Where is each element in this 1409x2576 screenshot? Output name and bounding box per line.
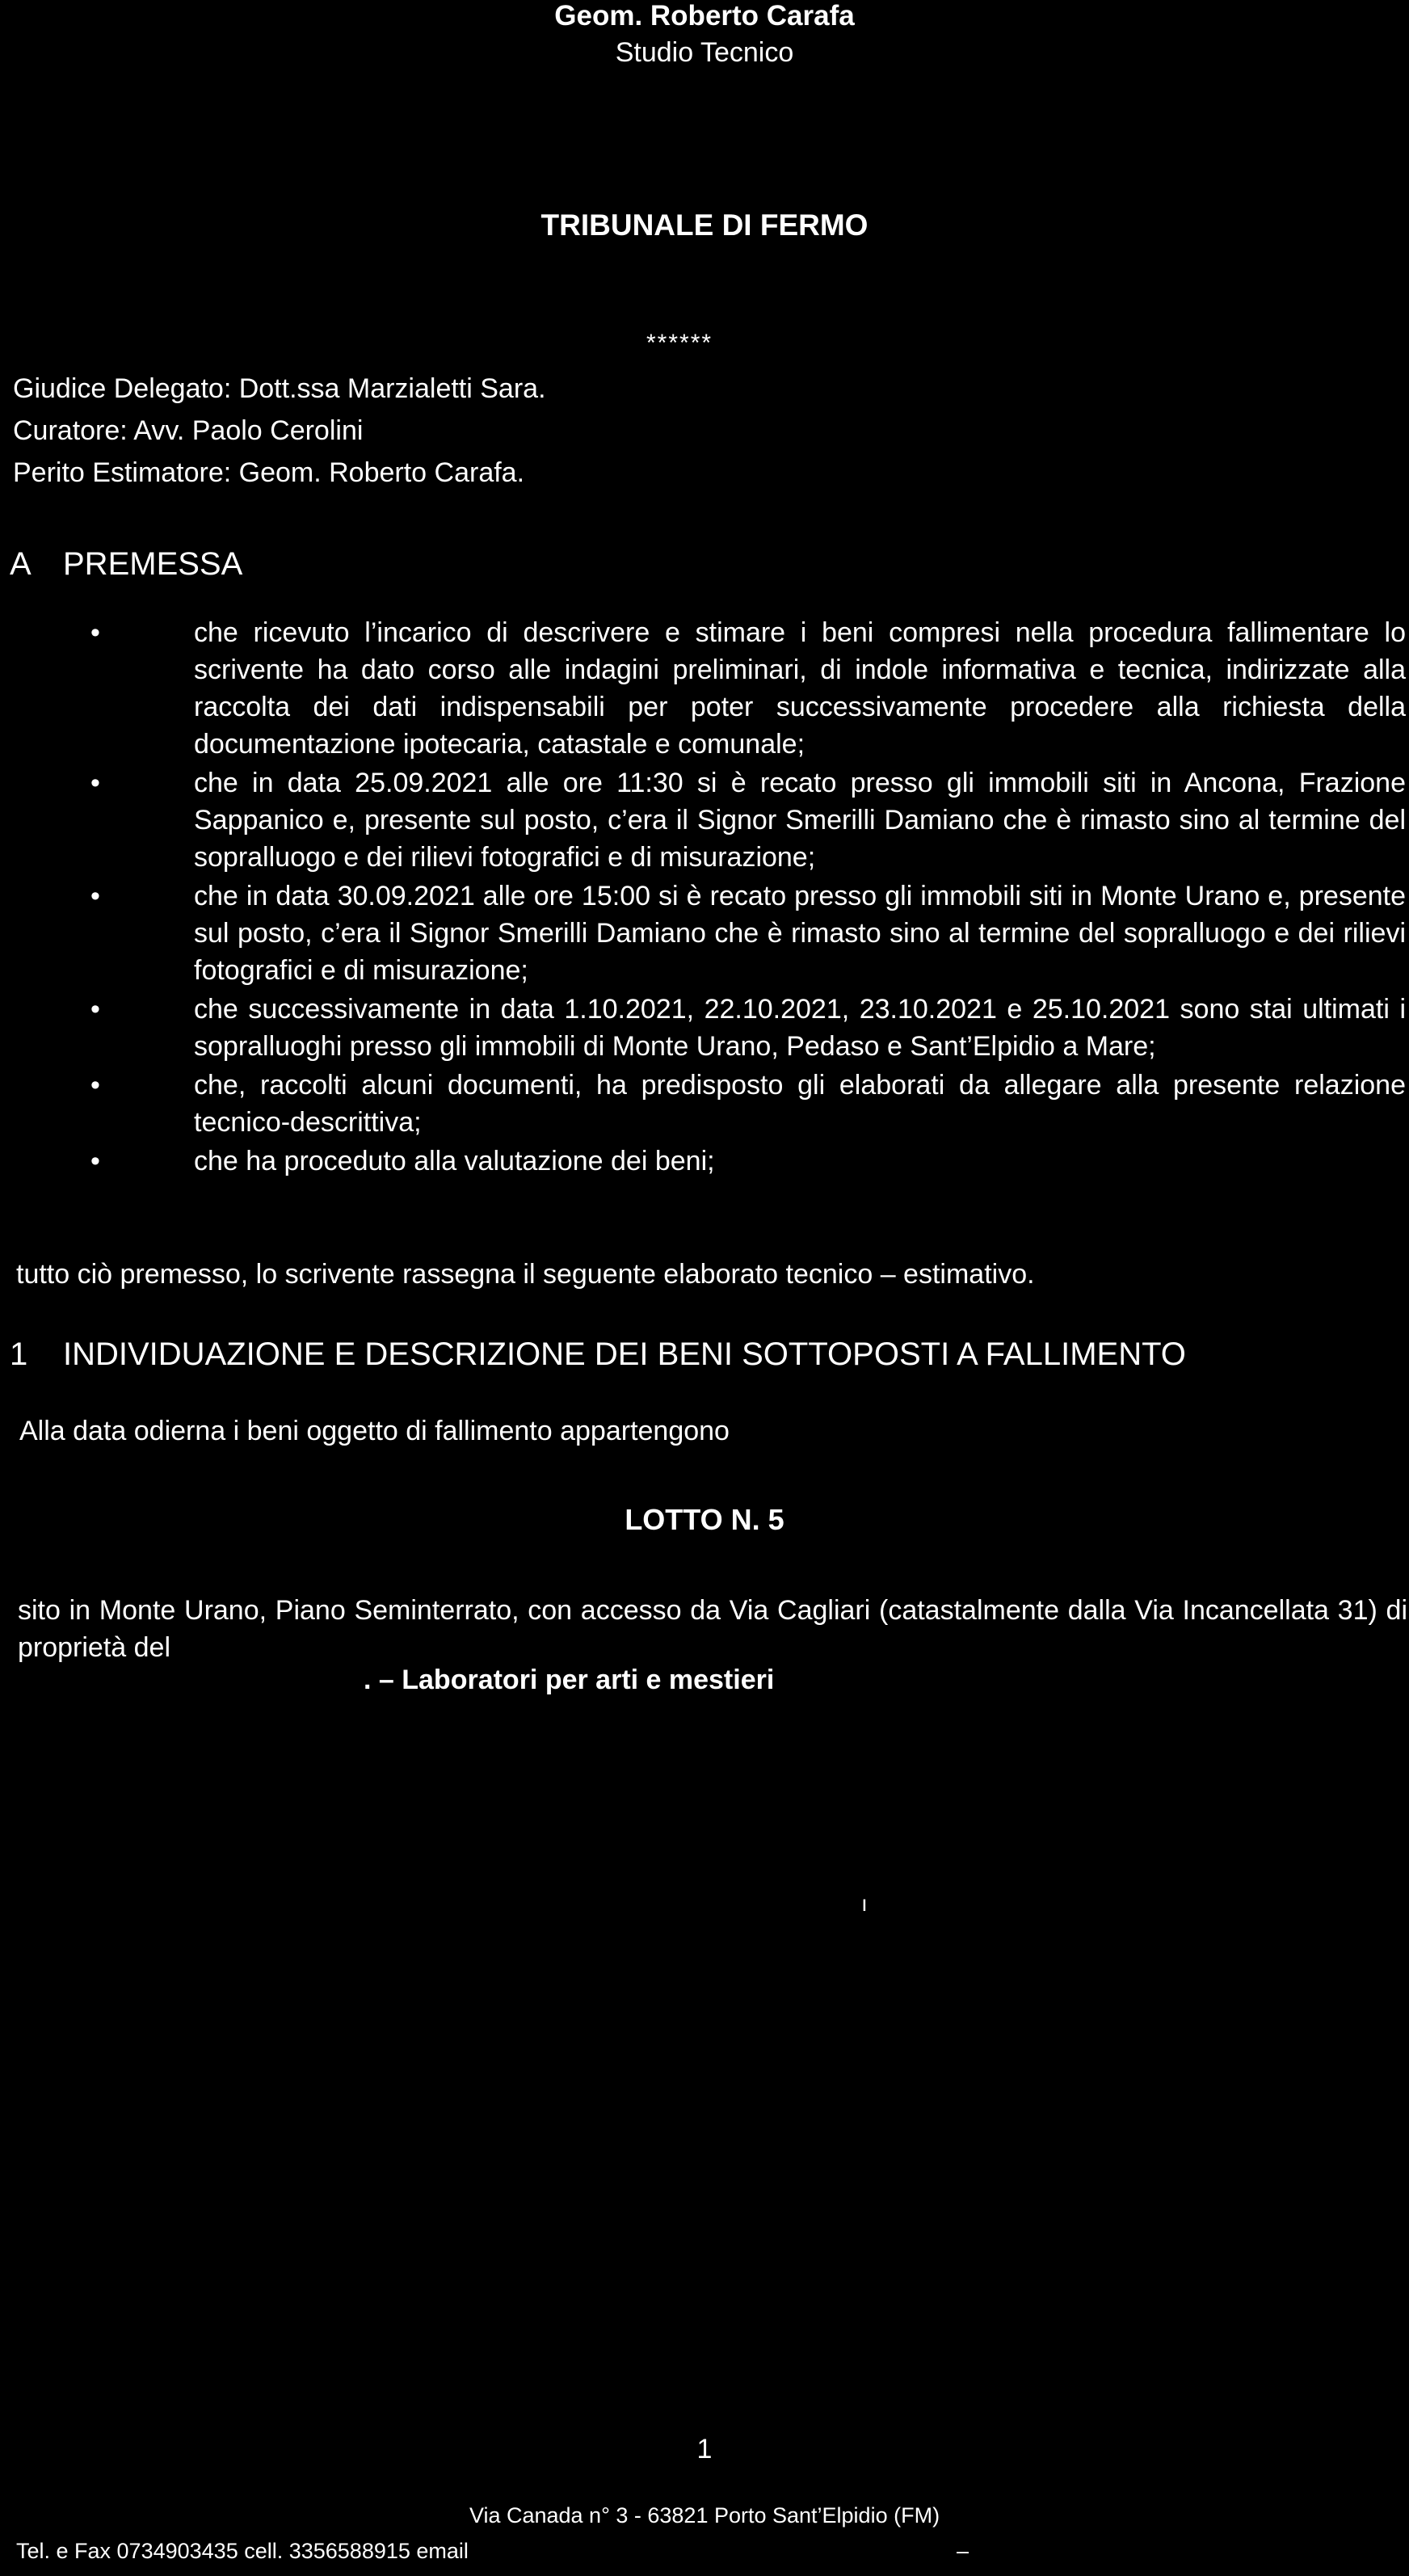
page-number: 1 [696,2434,713,2464]
section-a-title: PREMESSA [63,546,243,582]
bullet-icon: • [90,768,100,798]
curator-line: Curatore: Avv. Paolo Cerolini [13,415,364,446]
location-text: sito in Monte Urano, Piano Seminterrato, con accesso da Via Cagliari (catastalmente dalla Via Incancellata 31) di proprietà del [18,1595,1407,1663]
list-item: • che ha proceduto alla valutazione dei beni; [65,1143,1406,1180]
list-item: • che successivamente in data 1.10.2021, 22.10.2021, 23.10.2021 e 25.10.2021 sono stai ultimati i sopralluoghi presso gli immobili di Monte Urano, Pedaso e Sant’Elpidio a Mare; [65,991,1406,1065]
category-text: . – Laboratori per arti e mestieri [364,1665,775,1695]
bullet-icon: • [90,1146,100,1176]
separator: ****** [646,330,713,356]
intro-text: Alla data odierna i beni oggetto di fallimento appartengono [19,1416,730,1446]
section-a-heading [10,546,242,583]
stray-mark: ı [861,1891,868,1916]
list-item: • che in data 30.09.2021 alle ore 15:00 si è recato presso gli immobili siti in Monte Urano e, presente sul posto, c’era il Signor Smerilli Damiano che è rimasto sino al termine del sopralluogo e dei rilievi fotografici e di misurazione; [65,878,1406,989]
list-item: • che ricevuto l’incarico di descrivere e stimare i beni compresi nella procedura fallimentare lo scrivente ha dato corso alle indagini preliminari, di indole informativa e tecnica, indirizzate alla raccolta dei dati indispensabili per poter successivamente procedere alla richiesta della documentazione ipotecaria, catastale e comunale; [65,614,1406,763]
bullet-icon: • [90,617,100,648]
footer-address: Via Canada n° 3 - 63821 Porto Sant’Elpidio (FM) [469,2503,940,2528]
bullet-icon: • [90,1070,100,1101]
header-subtitle: Studio Tecnico [615,37,794,68]
section-1-number: 1 [10,1336,28,1372]
header-name: Geom. Roberto Carafa [554,0,855,32]
footer-dash: – [957,2539,969,2563]
section-1-heading [10,1336,1186,1373]
court-title: TRIBUNALE DI FERMO [540,208,869,242]
bullet-icon: • [90,994,100,1025]
conclusion-text: tutto ciò premesso, lo scrivente rassegna il seguente elaborato tecnico – estimativo. [16,1259,1035,1290]
bullet-icon: • [90,881,100,911]
premessa-list [65,614,1406,1181]
appraiser-line: Perito Estimatore: Geom. Roberto Carafa. [13,457,525,488]
list-item: • che, raccolti alcuni documenti, ha predisposto gli elaborati da allegare alla presente relazione tecnico-descrittiva; [65,1067,1406,1141]
section-a-letter: A [10,546,32,582]
list-item: • che in data 25.09.2021 alle ore 11:30 si è recato presso gli immobili siti in Ancona, Frazione Sappanico e, presente sul posto, c’era il Signor Smerilli Damiano che è rimasto sino al termine del sopralluogo e dei rilievi fotografici e di misurazione; [65,764,1406,876]
judge-line: Giudice Delegato: Dott.ssa Marzialetti Sara. [13,373,546,404]
lotto-title: LOTTO N. 5 [625,1503,784,1536]
footer-contacts: Tel. e Fax 0734903435 cell. 3356588915 email [16,2539,469,2563]
section-1-title: INDIVIDUAZIONE E DESCRIZIONE DEI BENI SOTTOPOSTI A FALLIMENTO [63,1336,1186,1372]
